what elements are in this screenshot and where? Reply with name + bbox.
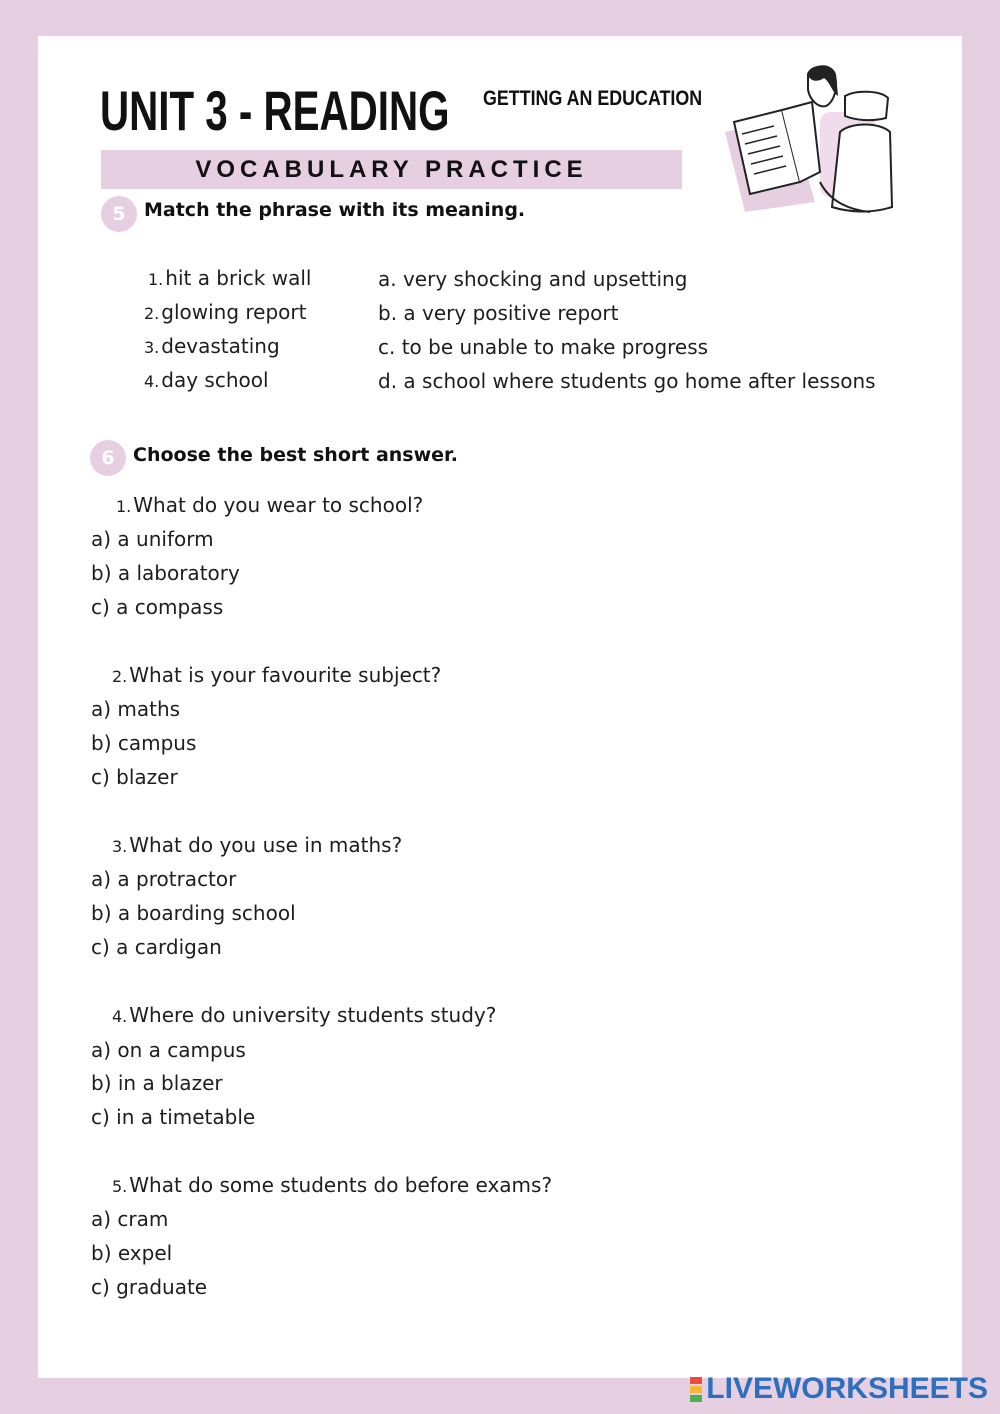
meaning-item: b. a very positive report: [378, 301, 619, 325]
liveworksheets-footer[interactable]: [690, 1372, 988, 1406]
phrase-item: [144, 368, 269, 392]
question-text: What do some students do before exams?: [129, 1173, 553, 1197]
question-number: 3.: [112, 837, 128, 856]
question-number: 1.: [116, 497, 132, 516]
exercise-5-instruction: Match the phrase with its meaning.: [144, 199, 526, 221]
question: [116, 493, 423, 517]
answer-option[interactable]: a) on a campus: [91, 1038, 246, 1062]
question-number: 5.: [112, 1177, 128, 1196]
answer-option[interactable]: b) campus: [91, 731, 197, 755]
banner-label: VOCABULARY PRACTICE: [195, 156, 588, 183]
phrase-number: 2.: [144, 304, 160, 323]
phrase-text: hit a brick wall: [165, 266, 312, 290]
answer-option[interactable]: c) a cardigan: [91, 935, 222, 959]
liveworksheets-logo-icon: [690, 1376, 702, 1403]
question-number: 2.: [112, 667, 128, 686]
question: [112, 1003, 496, 1027]
exercise-6-instruction: Choose the best short answer.: [133, 444, 458, 466]
answer-option[interactable]: c) graduate: [91, 1275, 208, 1299]
exercise-5-badge: 5: [101, 196, 137, 232]
answer-option[interactable]: a) a protractor: [91, 867, 237, 891]
phrase-number: 1.: [148, 270, 164, 289]
question: [112, 833, 402, 857]
phrase-number: 4.: [144, 372, 160, 391]
question-text: Where do university students study?: [129, 1003, 497, 1027]
phrase-item: [144, 334, 280, 358]
phrase-item: [144, 300, 306, 324]
answer-option[interactable]: b) in a blazer: [91, 1071, 223, 1095]
meaning-item: c. to be unable to make progress: [378, 335, 709, 359]
exercise-6-badge: 6: [90, 440, 126, 476]
answer-option[interactable]: b) expel: [91, 1241, 173, 1265]
answer-option[interactable]: b) a boarding school: [91, 901, 296, 925]
phrase-number: 3.: [144, 338, 160, 357]
question-number: 4.: [112, 1007, 128, 1026]
reading-person-illustration: [720, 62, 905, 217]
answer-option[interactable]: c) a compass: [91, 595, 224, 619]
answer-option[interactable]: c) in a timetable: [91, 1105, 256, 1129]
phrase-text: devastating: [161, 334, 280, 358]
answer-option[interactable]: a) cram: [91, 1207, 169, 1231]
section-banner: [101, 150, 682, 189]
question-text: What do you wear to school?: [133, 493, 424, 517]
question: [112, 663, 441, 687]
answer-option[interactable]: a) maths: [91, 697, 181, 721]
page-title: UNIT 3 - READING: [100, 79, 450, 142]
phrase-item: [148, 266, 311, 290]
liveworksheets-brand: LIVEWORKSHEETS: [706, 1372, 988, 1405]
question-text: What do you use in maths?: [129, 833, 403, 857]
question: [112, 1173, 552, 1197]
meaning-item: d. a school where students go home after lessons: [378, 369, 876, 393]
phrase-text: glowing report: [161, 300, 307, 324]
answer-option[interactable]: a) a uniform: [91, 527, 214, 551]
answer-option[interactable]: c) blazer: [91, 765, 178, 789]
page-subtitle: GETTING AN EDUCATION: [483, 87, 703, 110]
meaning-item: a. very shocking and upsetting: [378, 267, 688, 291]
question-text: What is your favourite subject?: [129, 663, 442, 687]
answer-option[interactable]: b) a laboratory: [91, 561, 240, 585]
phrase-text: day school: [161, 368, 269, 392]
